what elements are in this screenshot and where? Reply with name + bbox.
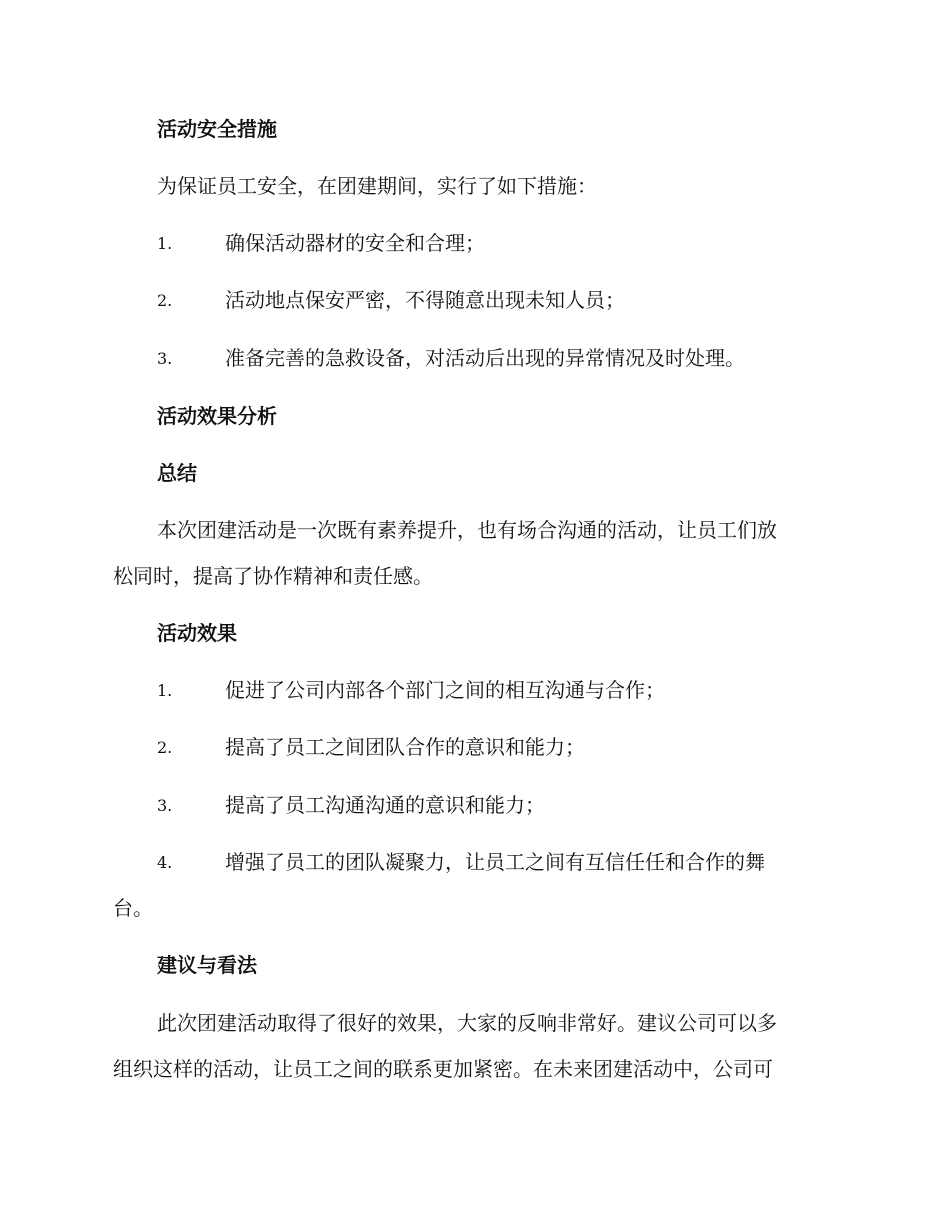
section-heading-safety: 活动安全措施 [157,117,277,141]
list-item-text: 提高了员工沟通沟通的意识和能力； [225,793,545,817]
list-item-number: 2. [157,738,173,757]
section-heading-analysis: 活动效果分析 [157,404,277,428]
list-item-text: 增强了员工的团队凝聚力，让员工之间有互信任任和合作的舞 [225,850,765,874]
section-heading-suggestions: 建议与看法 [157,953,257,977]
list-item-number: 3. [157,796,173,815]
section-heading-effects: 活动效果 [157,621,237,645]
summary-paragraph-line: 本次团建活动是一次既有素养提升，也有场合沟通的活动，让员工们放 [157,518,777,542]
list-item-text: 活动地点保安严密，不得随意出现未知人员； [225,288,625,312]
list-item-number: 3. [157,349,173,368]
list-item-number: 1. [157,681,173,700]
safety-intro: 为保证员工安全，在团建期间，实行了如下措施： [157,174,597,198]
list-item-number: 2. [157,291,173,310]
summary-paragraph-line: 松同时，提高了协作精神和责任感。 [113,564,433,588]
list-item-number: 1. [157,234,173,253]
list-item-text: 确保活动器材的安全和合理； [225,231,485,255]
suggestions-paragraph-line: 此次团建活动取得了很好的效果，大家的反响非常好。建议公司可以多 [157,1011,777,1035]
list-item-number: 4. [157,853,173,872]
suggestions-paragraph-line: 组织这样的活动，让员工之间的联系更加紧密。在未来团建活动中，公司可 [113,1057,773,1081]
list-item-text: 促进了公司内部各个部门之间的相互沟通与合作； [225,678,665,702]
list-item-text: 提高了员工之间团队合作的意识和能力； [225,735,585,759]
list-item-continuation: 台。 [113,896,153,920]
section-heading-summary: 总结 [157,461,197,485]
list-item-text: 准备完善的急救设备，对活动后出现的异常情况及时处理。 [225,346,745,370]
